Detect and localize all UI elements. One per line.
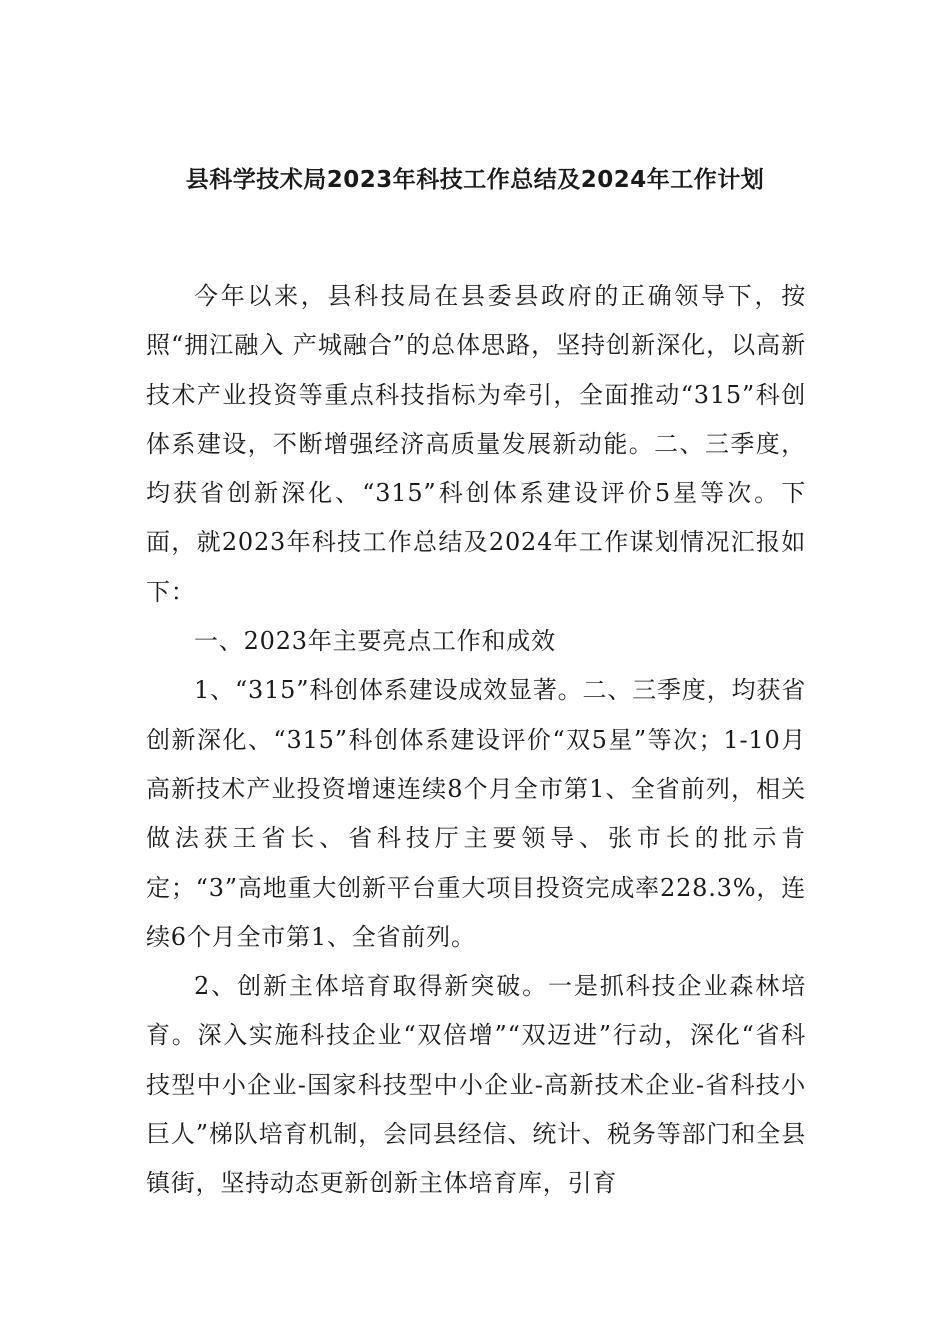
section-heading-1: 一、2023年主要亮点工作和成效 bbox=[194, 627, 556, 656]
paragraph-intro: 今年以来，县科技局在县委县政府的正确领导下，按照“拥江融入 产城融合”的总体思路，坚持创新深化，以高新技术产业投资等重点科技指标为牵引，全面推动“315”科创体系建设，不断增强经济高质量发展新动能。二、三季度，均获省创新深化、“315”科创体系建设评价5星等次。下面，就2023年科技工作总结及2024年工作谋划情况汇报如下： bbox=[146, 282, 806, 606]
paragraph-item-1: 1、“315”科创体系建设成效显著。二、三季度，均获省创新深化、“315”科创体系建设评价“双5星”等次；1-10月高新技术产业投资增速连续8个月全市第1、全省前列，相关做法获王省长、省科技厅主要领导、张市长的批示肯定；“3”高地重大创新平台重大项目投资完成率228.3%，连续6个月全市第1、全省前列。 bbox=[146, 676, 806, 951]
paragraph-item-2: 2、创新主体培育取得新突破。一是抓科技企业森林培育。深入实施科技企业“双倍增”“双迈进”行动，深化“省科技型中小企业-国家科技型中小企业-高新技术企业-省科技小巨人”梯队培育机制，会同县经信、统计、税务等部门和全县镇街，坚持动态更新创新主体培育库，引育 bbox=[146, 972, 806, 1198]
document-title: 县科学技术局2023年科技工作总结及2024年工作计划 bbox=[185, 167, 765, 193]
document-body bbox=[146, 272, 806, 1209]
